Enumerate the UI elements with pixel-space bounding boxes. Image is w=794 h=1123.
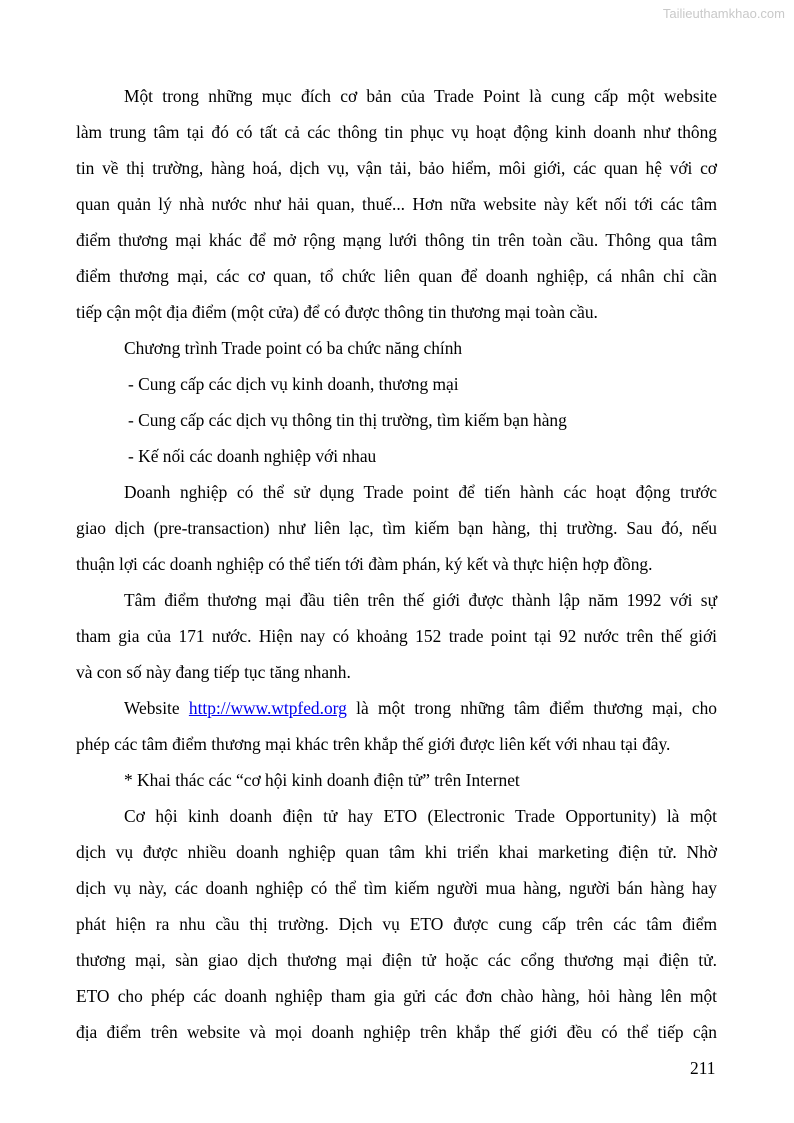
text-line: Tâm điểm thương mại đầu tiên trên thế giới được thành lập năm 1992 với sự: [124, 590, 717, 610]
watermark: Tailieuthamkhao.com: [662, 6, 785, 21]
section-heading-eto: * Khai thác các “cơ hội kinh doanh điện tử” trên Internet: [124, 770, 520, 790]
text-line: Doanh nghiệp có thể sử dụng Trade point để tiến hành các hoạt động trước: [124, 482, 717, 502]
list-item: - Kế nối các doanh nghiệp với nhau: [128, 446, 377, 466]
text-line: Cơ hội kinh doanh điện tử hay ETO (Electronic Trade Opportunity) là một: [124, 806, 717, 826]
text-line: tham gia của 171 nước. Hiện nay có khoảng 152 trade point tại 92 nước trên thế giới: [76, 626, 717, 646]
text-line: quan quản lý nhà nước như hải quan, thuế... Hơn nữa website này kết nối tới các tâm: [76, 194, 717, 214]
text-line: thương mại, sàn giao dịch thương mại điện tử hoặc các cổng thương mại điện tử.: [76, 950, 717, 970]
text-line: địa điểm trên website và mọi doanh nghiệp trên khắp thế giới đều có thể tiếp cận: [76, 1022, 717, 1042]
text-line: làm trung tâm tại đó có tất cả các thông tin phục vụ hoạt động kinh doanh như thông: [76, 122, 717, 142]
text-line: tiếp cận một địa điểm (một cửa) để có được thông tin thương mại toàn cầu.: [76, 302, 598, 322]
list-item: - Cung cấp các dịch vụ kinh doanh, thương mại: [128, 374, 459, 394]
text-line: dịch vụ này, các doanh nghiệp có thể tìm kiếm người mua hàng, người bán hàng hay: [76, 878, 717, 898]
text-line: điểm thương mại khác để mở rộng mạng lưới thông tin trên toàn cầu. Thông qua tâm: [76, 230, 717, 250]
text-line: tin về thị trường, hàng hoá, dịch vụ, vận tải, bảo hiểm, môi giới, các quan hệ với cơ: [76, 158, 717, 178]
text-prefix: Website: [124, 698, 189, 718]
paragraph-functions-intro: Chương trình Trade point có ba chức năng chính: [124, 338, 463, 358]
text-line: thuận lợi các doanh nghiệp có thể tiến tới đàm phán, ký kết và thực hiện hợp đồng.: [76, 554, 653, 574]
list-item: - Cung cấp các dịch vụ thông tin thị trường, tìm kiếm bạn hàng: [128, 410, 567, 430]
wtpfed-link[interactable]: http://www.wtpfed.org: [188, 698, 347, 718]
text-line: [124, 698, 717, 718]
text-line: Một trong những mục đích cơ bản của Trade Point là cung cấp một website: [124, 86, 717, 106]
text-line: dịch vụ được nhiều doanh nghiệp quan tâm khi triển khai marketing điện tử. Nhờ: [76, 842, 717, 862]
text-line: điểm thương mại, các cơ quan, tổ chức liên quan để doanh nghiệp, cá nhân chỉ cần: [76, 266, 717, 286]
text-line: phép các tâm điểm thương mại khác trên khắp thế giới được liên kết với nhau tại đây.: [76, 734, 671, 754]
text-suffix: là một trong những tâm điểm thương mại, cho: [346, 698, 717, 718]
text-line: giao dịch (pre-transaction) như liên lạc, tìm kiếm bạn hàng, thị trường. Sau đó, nếu: [76, 518, 717, 538]
text-line: phát hiện ra nhu cầu thị trường. Dịch vụ ETO được cung cấp trên các tâm điểm: [76, 914, 717, 934]
text-line: ETO cho phép các doanh nghiệp tham gia gửi các đơn chào hàng, hỏi hàng lên một: [76, 986, 717, 1006]
text-line: và con số này đang tiếp tục tăng nhanh.: [76, 662, 351, 682]
page-number: 211: [690, 1058, 716, 1078]
